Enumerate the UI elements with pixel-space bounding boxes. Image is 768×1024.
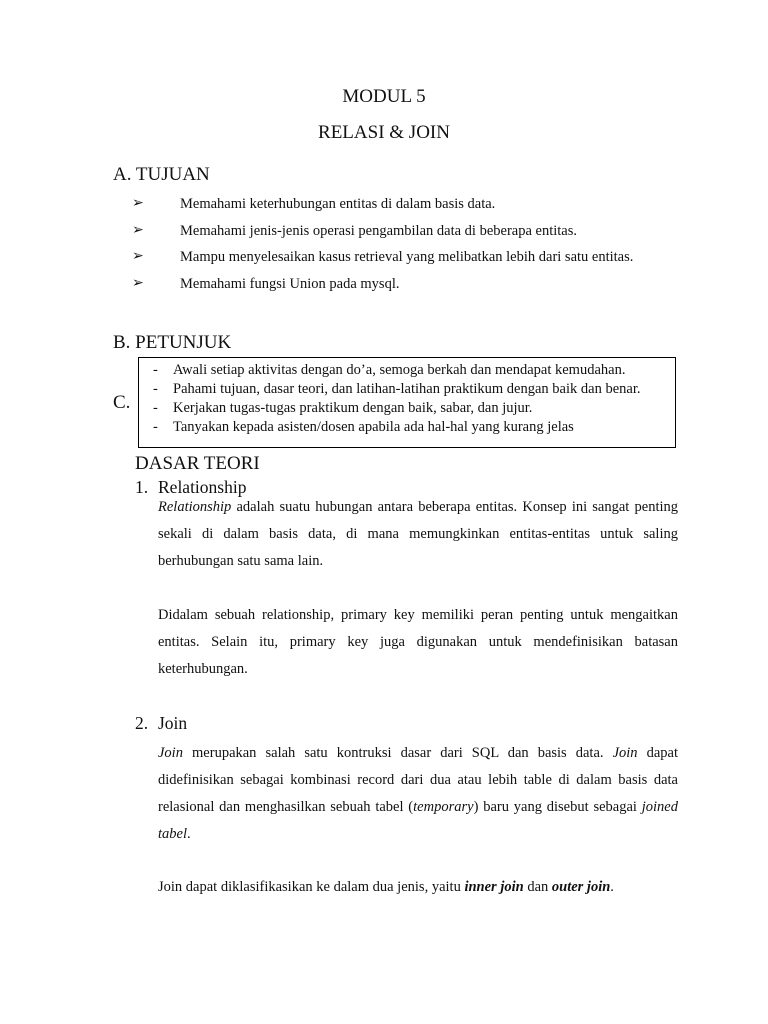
- subsection-2-title: Join: [158, 713, 188, 733]
- dash-bullet-icon: -: [153, 400, 158, 416]
- section-b-heading: B. PETUNJUK: [113, 332, 232, 353]
- dash-bullet-icon: -: [153, 381, 158, 397]
- section-c-letter: C.: [113, 392, 131, 413]
- list-item: ➢ Mampu menyelesaikan kasus retrieval yang melibatkan lebih dari satu entitas.: [132, 249, 634, 265]
- list-item: ➢ Memahami keterhubungan entitas di dalam basis data.: [132, 196, 496, 212]
- arrow-bullet-icon: ➢: [132, 222, 144, 238]
- list-item: ➢ Memahami jenis-jenis operasi pengambilan data di beberapa entitas.: [132, 222, 578, 239]
- arrow-bullet-icon: ➢: [132, 249, 144, 264]
- dash-bullet-icon: -: [153, 419, 158, 435]
- list-item: - Awali setiap aktivitas dengan do’a, semoga berkah dan mendapat kemudahan.: [153, 362, 626, 378]
- dash-bullet-icon: -: [153, 362, 158, 378]
- join-paragraph-2: Join dapat diklasifikasikan ke dalam dua jenis, yaitu inner join dan outer join.: [158, 879, 614, 895]
- subsection-2-number: 2.: [135, 713, 149, 733]
- section-c-heading: DASAR TEORI: [135, 453, 260, 474]
- instructions-list: [139, 358, 675, 437]
- list-item: ➢ Memahami fungsi Union pada mysql.: [132, 275, 400, 292]
- list-item: - Pahami tujuan, dasar teori, dan latihan-latihan praktikum dengan baik dan benar.: [153, 381, 641, 397]
- list-item: - Kerjakan tugas-tugas praktikum dengan baik, sabar, dan jujur.: [153, 400, 533, 416]
- instructions-box: [138, 357, 676, 448]
- module-title: MODUL 5: [342, 86, 426, 107]
- arrow-bullet-icon: ➢: [132, 196, 144, 211]
- section-a-heading: A. TUJUAN: [113, 164, 210, 185]
- join-paragraph-1: Join merupakan salah satu kontruksi dasar dari SQL dan basis data. Join dapat didefinisikan sebagai kombinasi record dari dua atau lebih table di dalam basis data relasional dan menghasilkan sebuah tabel (temporary) baru yang disebut sebagai joined tabel.: [158, 745, 678, 842]
- objectives-list: [132, 195, 634, 301]
- subsection-1-title: Relationship: [158, 477, 247, 497]
- relationship-paragraph-2: Didalam sebuah relationship, primary key memiliki peran penting untuk mengaitkan entitas. Selain itu, primary key juga digunakan untuk mendefinisikan batasan keterhubungan.: [158, 607, 678, 677]
- subsection-1-number: 1.: [135, 477, 149, 497]
- list-item: - Tanyakan kepada asisten/dosen apabila ada hal-hal yang kurang jelas: [153, 419, 574, 435]
- module-topic: RELASI & JOIN: [318, 122, 450, 143]
- relationship-paragraph-1: Relationship adalah suatu hubungan antara beberapa entitas. Konsep ini sangat penting sekali di dalam basis data, di mana memungkinkan entitas-entitas untuk saling berhubungan satu sama lain.: [158, 499, 678, 569]
- arrow-bullet-icon: ➢: [132, 275, 144, 291]
